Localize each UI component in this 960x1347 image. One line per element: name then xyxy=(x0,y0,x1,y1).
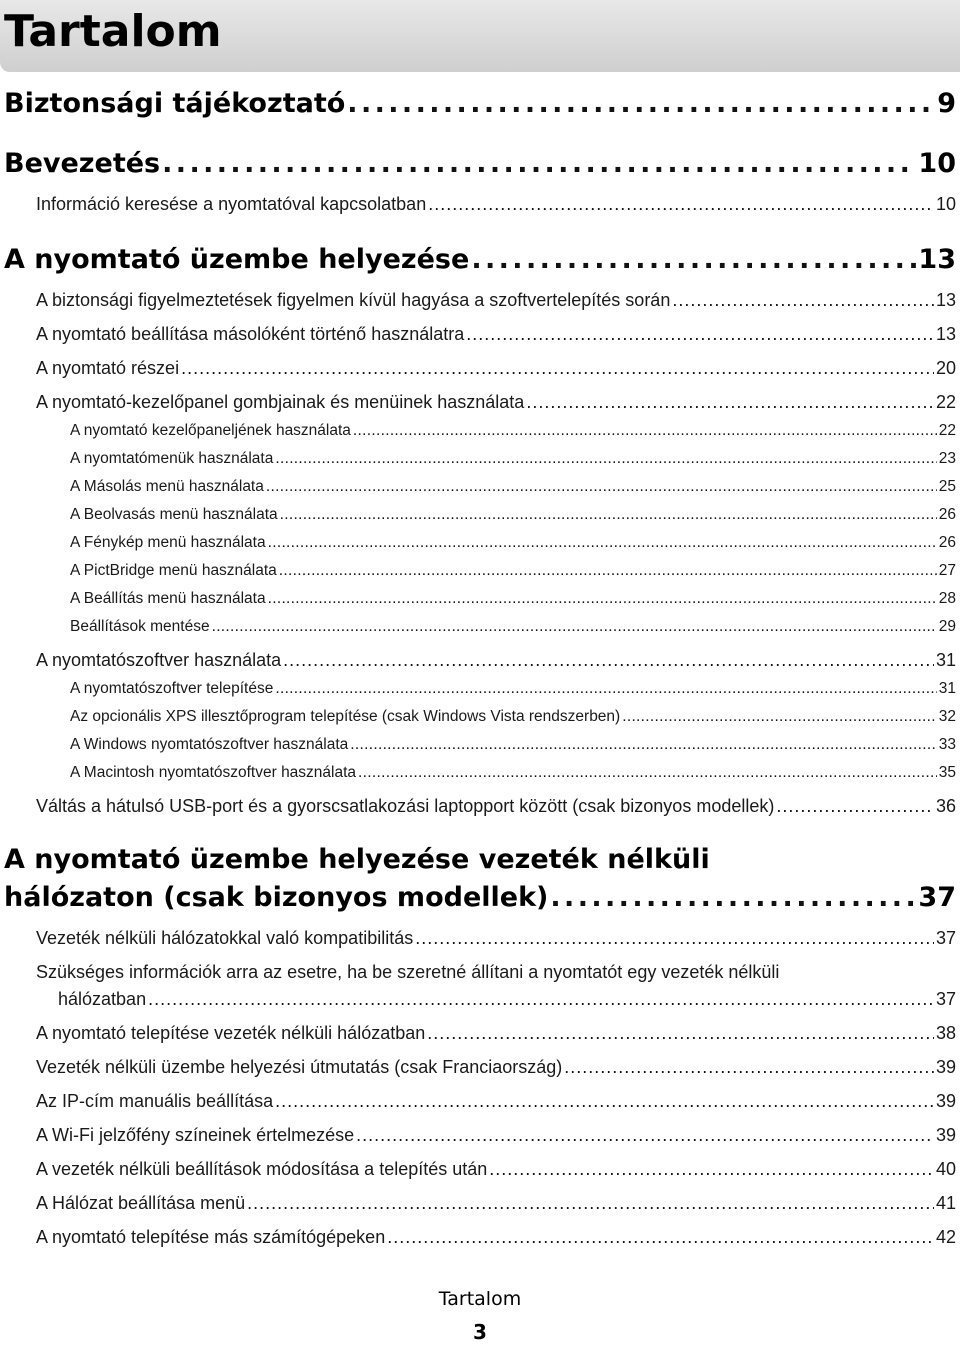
footer-section-label: Tartalom xyxy=(438,1288,522,1310)
toc-entry-section[interactable]: A Wi-Fi jelzőfény színeinek értelmezése . . . 39 xyxy=(36,1125,956,1146)
toc-entry-subsection[interactable]: A nyomtatómenük használata . . . 23 xyxy=(70,450,956,468)
toc-entry-section[interactable]: A nyomtató telepítése más számítógépeken . . . 42 xyxy=(36,1227,956,1248)
toc-entry-chapter-line1[interactable]: A nyomtató üzembe helyezése vezeték nélküli xyxy=(4,844,710,875)
toc-entry-section[interactable]: Az IP-cím manuális beállítása . . . 39 xyxy=(36,1091,956,1112)
toc-entry-subsection[interactable]: A PictBridge menü használata . . . 27 xyxy=(70,562,956,580)
toc-entry-chapter[interactable]: Biztonsági tájékoztató . . . 9 xyxy=(4,88,956,119)
toc-entry-section[interactable]: A nyomtató részei . . . 20 xyxy=(36,358,956,379)
toc-entry-section[interactable]: A nyomtató beállítása másolóként történő használatra . . . 13 xyxy=(36,324,956,345)
toc-entry-chapter[interactable]: hálózaton (csak bizonyos modellek) . . . 37 xyxy=(4,882,956,913)
toc-entry-section[interactable]: A biztonsági figyelmeztetések figyelmen kívül hagyása a szoftvertelepítés során . . . 13 xyxy=(36,290,956,311)
toc-entry-chapter[interactable]: A nyomtató üzembe helyezése . . . 13 xyxy=(4,244,956,275)
toc-entry-subsection[interactable]: A Beállítás menü használata . . . 28 xyxy=(70,590,956,608)
toc-entry-section[interactable]: Információ keresése a nyomtatóval kapcsolatban . . . 10 xyxy=(36,194,956,215)
toc-entry-chapter[interactable]: Bevezetés . . . 10 xyxy=(4,148,956,179)
footer-page-number: 3 xyxy=(473,1320,487,1344)
toc-entry-section[interactable]: A Hálózat beállítása menü . . . 41 xyxy=(36,1193,956,1214)
toc-entry-subsection[interactable]: Beállítások mentése . . . 29 xyxy=(70,618,956,636)
title-bar xyxy=(0,0,960,72)
toc-entry-section[interactable]: A nyomtatószoftver használata . . . 31 xyxy=(36,650,956,671)
toc-entry-subsection[interactable]: A Fénykép menü használata . . . 26 xyxy=(70,534,956,552)
toc-entry-subsection[interactable]: Az opcionális XPS illesztőprogram telepítése (csak Windows Vista rendszerben) . . . 32 xyxy=(70,708,956,726)
toc-entry-section[interactable]: A nyomtató-kezelőpanel gombjainak és menüinek használata . . . 22 xyxy=(36,392,956,413)
toc-entry-subsection[interactable]: A Másolás menü használata . . . 25 xyxy=(70,478,956,496)
page-title: Tartalom xyxy=(4,6,222,57)
toc-entry-section[interactable]: Váltás a hátulsó USB-port és a gyorscsatlakozási laptopport között (csak bizonyos modellek) . . . 36 xyxy=(36,796,956,817)
toc-entry-subsection[interactable]: A Windows nyomtatószoftver használata . . . 33 xyxy=(70,736,956,754)
toc-entry-section[interactable]: hálózatban . . . 37 xyxy=(58,989,956,1010)
toc-entry-section[interactable]: A nyomtató telepítése vezeték nélküli hálózatban . . . 38 xyxy=(36,1023,956,1044)
toc-entry-subsection[interactable]: A Beolvasás menü használata . . . 26 xyxy=(70,506,956,524)
toc-entry-subsection[interactable]: A nyomtatószoftver telepítése . . . 31 xyxy=(70,680,956,698)
toc-entry-section[interactable]: Vezeték nélküli üzembe helyezési útmutatás (csak Franciaország) . . . 39 xyxy=(36,1057,956,1078)
toc-entry-section-line1[interactable]: Szükséges információk arra az esetre, ha be szeretné állítani a nyomtatót egy vezeték nélküli xyxy=(36,962,780,982)
toc-entry-subsection[interactable]: A nyomtató kezelőpaneljének használata . . . 22 xyxy=(70,422,956,440)
toc-entry-section[interactable]: A vezeték nélküli beállítások módosítása a telepítés után . . . 40 xyxy=(36,1159,956,1180)
toc-entry-section[interactable]: Vezeték nélküli hálózatokkal való kompatibilitás . . . 37 xyxy=(36,928,956,949)
toc-entry-subsection[interactable]: A Macintosh nyomtatószoftver használata . . . 35 xyxy=(70,764,956,782)
